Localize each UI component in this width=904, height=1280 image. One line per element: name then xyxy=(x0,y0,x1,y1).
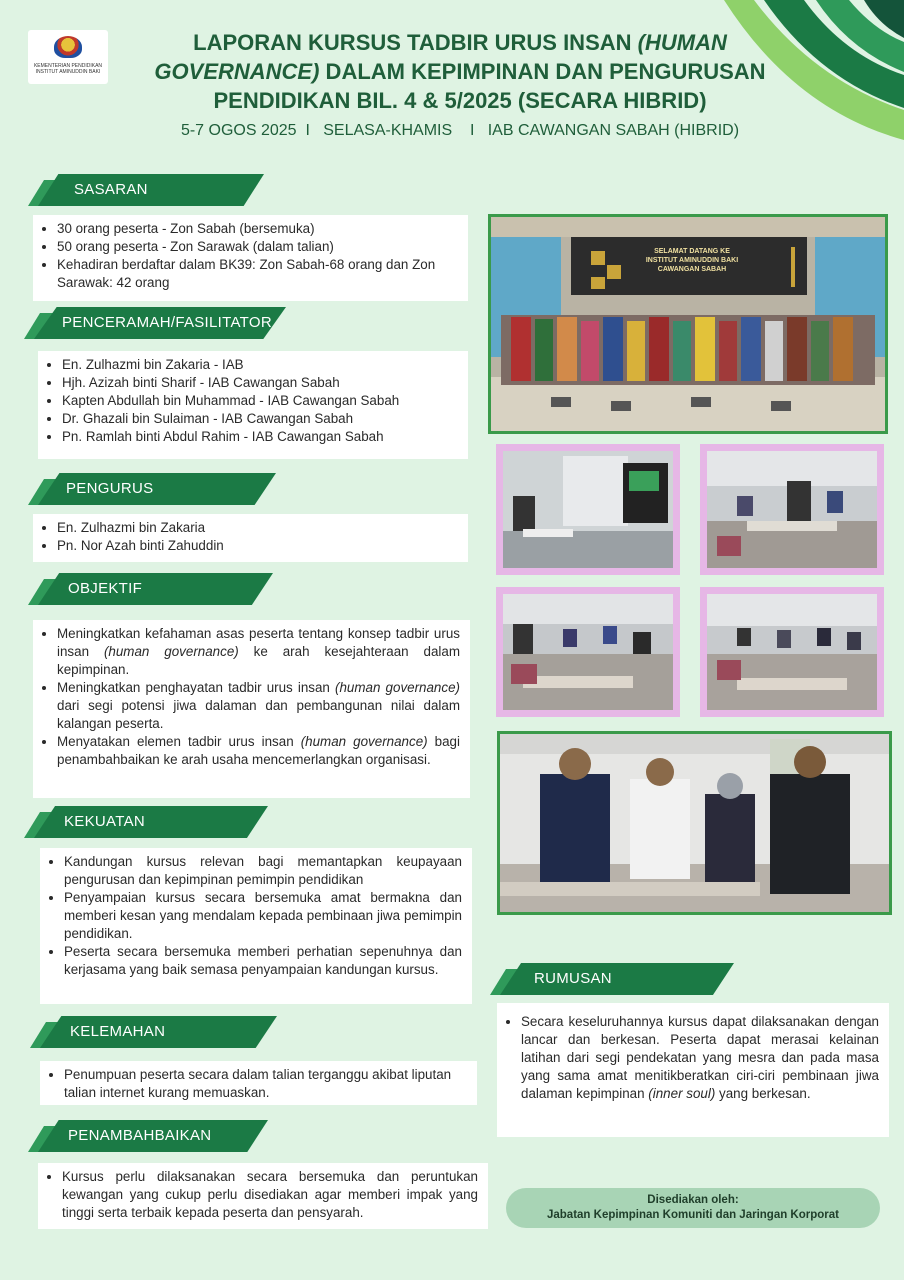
prepared-by-label: Disediakan oleh: xyxy=(647,1194,739,1206)
list-item: • Meningkatkan penghayatan tadbir urus insan (human governance) dari segi potensi jiwa dalaman dan pembangunan nilai dalam kalangan peserta. xyxy=(57,679,460,733)
title-text-2: DALAM KEPIMPINAN DAN PENGURUSAN PENDIDIKAN BIL. 4 & 5/2025 (SECARA HIBRID) xyxy=(213,59,766,113)
section-heading: PENCERAMAH/FASILITATOR xyxy=(62,314,272,331)
list-item: • Kehadiran berdaftar dalam BK39: Zon Sabah-68 orang dan Zon Sarawak: 42 orang xyxy=(57,256,458,292)
prepared-by-badge xyxy=(506,1188,880,1228)
list-item: • Peserta secara bersemuka memberi perhatian sepenuhnya dan kerjasama yang baik semasa penyampaian kandungan kursus. xyxy=(64,943,462,979)
title-text-1: LAPORAN KURSUS TADBIR URUS INSAN xyxy=(193,30,638,55)
coat-of-arms-icon xyxy=(54,36,82,58)
kelemahan-box xyxy=(40,1061,477,1105)
list-item: • En. Zulhazmi bin Zakaria - IAB xyxy=(62,356,458,374)
classroom-photo-4-image xyxy=(707,594,877,710)
section-heading: OBJEKTIF xyxy=(68,580,143,597)
section-heading: SASARAN xyxy=(74,181,148,198)
ministry-logo xyxy=(28,30,108,84)
group-photo xyxy=(488,214,888,434)
prepared-by-dept: Jabatan Kepimpinan Komuniti dan Jaringan Korporat xyxy=(546,1209,839,1221)
section-banner-pengurus xyxy=(38,473,276,505)
section-banner-objektif xyxy=(38,573,273,605)
list-item: • En. Zulhazmi bin Zakaria xyxy=(57,519,458,537)
classroom-photo-2 xyxy=(700,444,884,575)
section-banner-sasaran xyxy=(38,174,264,206)
penambahbaikan-box xyxy=(38,1163,488,1229)
pengurus-box xyxy=(33,514,468,562)
section-banner-kelemahan xyxy=(40,1016,277,1048)
list-item: • Penumpuan peserta secara dalam talian terganggu akibat liputan talian internet kurang memuaskan. xyxy=(64,1066,467,1102)
list-item: • Kursus perlu dilaksanakan secara bersemuka dan peruntukan kewangan yang cukup perlu disediakan agar memberi impak yang tinggi serta terbaik kepada peserta dan pensyarah. xyxy=(62,1168,478,1222)
list-item: • Kapten Abdullah bin Muhammad - IAB Cawangan Sabah xyxy=(62,392,458,410)
classroom-photo-2-image xyxy=(707,451,877,568)
list-item: • Pn. Nor Azah binti Zahuddin xyxy=(57,537,458,555)
logo-text: KEMENTERIAN PENDIDIKAN INSTITUT AMINUDDIN BAKI xyxy=(33,63,103,75)
list-item: • Pn. Ramlah binti Abdul Rahim - IAB Cawangan Sabah xyxy=(62,428,458,446)
list-item: • Kandungan kursus relevan bagi memantapkan keupayaan pengurusan dan kepimpinan pemimpin pendidikan xyxy=(64,853,462,889)
section-heading: RUMUSAN xyxy=(534,970,612,987)
list-item: • Hjh. Azizah binti Sharif - IAB Cawangan Sabah xyxy=(62,374,458,392)
section-heading: KEKUATAN xyxy=(64,813,146,830)
classroom-photo-3 xyxy=(496,587,680,717)
list-item: • 30 orang peserta - Zon Sabah (bersemuka) xyxy=(57,220,458,238)
classroom-photo-1 xyxy=(496,444,680,575)
list-item: • Secara keseluruhannya kursus dapat dilaksanakan dengan lancar dan berkesan. Peserta dapat merasai kelainan latihan dari segi pendekatan yang mesra dan pada masa yang sama amat menitikberatkan ciri-ciri pembinaan jiwa dalaman kepimpinan (inner soul) yang berkesan. xyxy=(521,1013,879,1103)
section-banner-penambahbaikan xyxy=(38,1120,268,1152)
list-item: • Menyatakan elemen tadbir urus insan (human governance) bagi penambahbaikan ke arah usaha mencemerlangkan organisasi. xyxy=(57,733,460,769)
objektif-box xyxy=(33,620,470,798)
section-banner-kekuatan xyxy=(34,806,268,838)
list-item: • Penyampaian kursus secara bersemuka amat bermakna dan memberi kesan yang mendalam kepada pembinaan jiwa pemimpin pendidikan. xyxy=(64,889,462,943)
sasaran-box xyxy=(33,215,468,301)
page-subtitle: 5-7 OGOS 2025 I SELASA-KHAMIS I IAB CAWANGAN SABAH (HIBRID) xyxy=(180,122,740,139)
list-item: • Dr. Ghazali bin Sulaiman - IAB Cawangan Sabah xyxy=(62,410,458,428)
list-item: • Meningkatkan kefahaman asas peserta tentang konsep tadbir urus insan (human governance) ke arah kesejahteraan dalam kepimpinan. xyxy=(57,625,460,679)
speakers-photo xyxy=(497,731,892,915)
list-item: • 50 orang peserta - Zon Sarawak (dalam talian) xyxy=(57,238,458,256)
penceramah-box xyxy=(38,351,468,459)
speakers-photo-image xyxy=(500,734,889,912)
section-banner-penceramah xyxy=(34,307,286,339)
kekuatan-box xyxy=(40,848,472,1004)
title-italic: (HUMAN GOVERNANCE) xyxy=(154,30,727,84)
rumusan-box xyxy=(497,1003,889,1137)
section-heading: PENGURUS xyxy=(66,480,154,497)
page-title xyxy=(120,28,800,115)
classroom-photo-3-image xyxy=(503,594,673,710)
photo-welcome-banner: SELAMAT DATANG KE INSTITUT AMINUDDIN BAKI CAWANGAN SABAH xyxy=(645,248,739,273)
section-heading: KELEMAHAN xyxy=(70,1023,166,1040)
classroom-photo-4 xyxy=(700,587,884,717)
section-banner-rumusan xyxy=(500,963,734,995)
section-heading: PENAMBAHBAIKAN xyxy=(68,1127,212,1144)
classroom-photo-1-image xyxy=(503,451,673,568)
